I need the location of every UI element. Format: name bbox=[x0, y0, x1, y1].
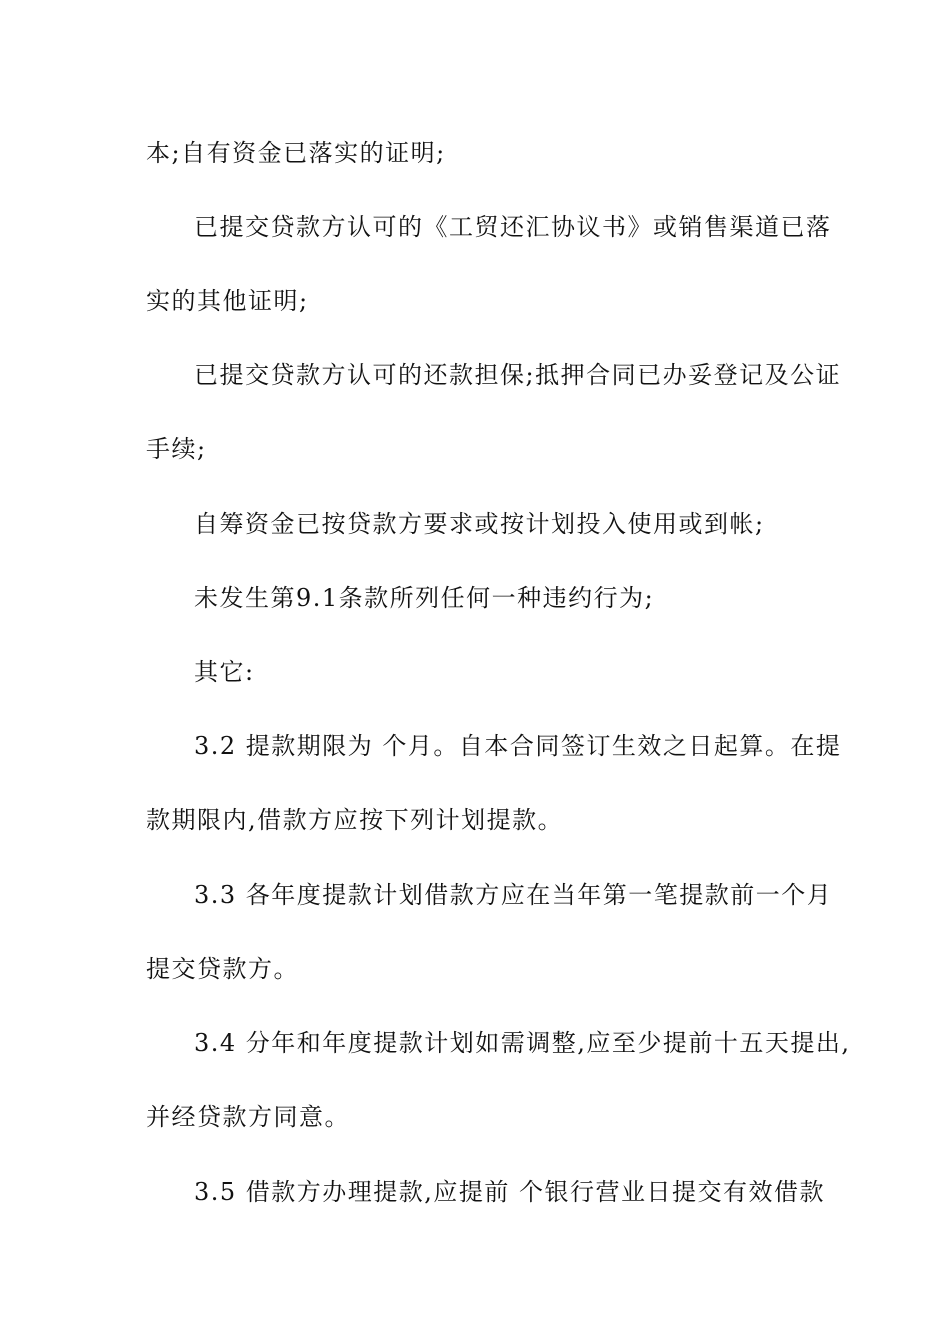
text-line-3: 实的其他证明; bbox=[146, 287, 309, 315]
text-line-11: 3.3 各年度提款计划借款方应在当年第一笔提款前一个月 bbox=[194, 881, 833, 909]
text-line-15: 3.5 借款方办理提款,应提前 个银行营业日提交有效借款 bbox=[194, 1178, 826, 1206]
text-line-1: 本;自有资金已落实的证明; bbox=[146, 139, 446, 167]
text-line-14: 并经贷款方同意。 bbox=[146, 1103, 350, 1131]
text-line-6: 自筹资金已按贷款方要求或按计划投入使用或到帐; bbox=[194, 510, 765, 538]
text-line-4: 已提交贷款方认可的还款担保;抵押合同已办妥登记及公证 bbox=[194, 361, 842, 389]
text-line-9: 3.2 提款期限为 个月。自本合同签订生效之日起算。在提 bbox=[194, 732, 842, 760]
text-line-5: 手续; bbox=[146, 435, 207, 463]
text-line-12: 提交贷款方。 bbox=[146, 955, 299, 983]
text-line-10: 款期限内,借款方应按下列计划提款。 bbox=[146, 806, 564, 834]
text-line-7: 未发生第9.1条款所列任何一种违约行为; bbox=[194, 584, 655, 612]
text-line-2: 已提交贷款方认可的《工贸还汇协议书》或销售渠道已落 bbox=[194, 213, 832, 241]
text-line-8: 其它: bbox=[194, 658, 255, 686]
text-line-13: 3.4 分年和年度提款计划如需调整,应至少提前十五天提出, bbox=[194, 1029, 851, 1057]
